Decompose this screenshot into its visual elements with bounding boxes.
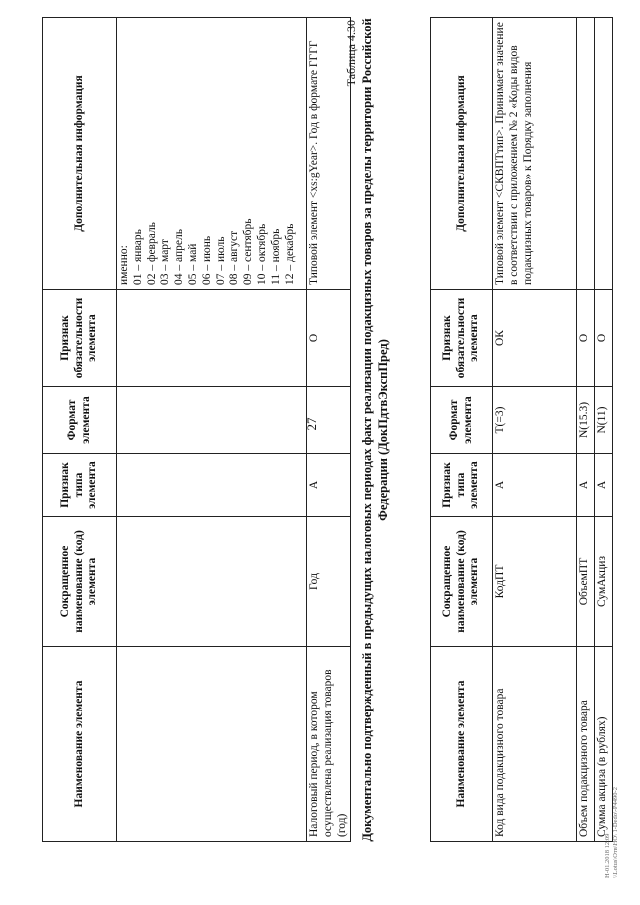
row-required: ОК	[493, 290, 577, 387]
table-row	[117, 18, 307, 842]
cell-empty	[117, 290, 307, 387]
header-name: Наименование элемента	[431, 647, 493, 842]
row-code: Год	[307, 517, 351, 647]
info-line: 09 – сентябрь	[242, 218, 255, 285]
info-line: 07 – июль	[214, 236, 227, 285]
row-format	[307, 387, 351, 454]
top-table	[42, 17, 351, 842]
header-code: Сокращенное наименование (код) элемента	[431, 517, 493, 647]
row-type: А	[493, 454, 577, 517]
row-name: Код вида подакцизного товара	[493, 647, 577, 842]
table-row	[493, 18, 577, 842]
row-format: N(11)	[595, 387, 613, 454]
rotated-page-content	[42, 18, 612, 842]
footer-note	[604, 787, 621, 878]
header-type: Признак типа элемента	[431, 454, 493, 517]
header-required: Признак обязательности элемента	[431, 290, 493, 387]
header-name: Наименование элемента	[43, 647, 117, 842]
info-line: именно:	[118, 245, 130, 285]
info-line: 05 – май	[186, 243, 199, 285]
row-required: О	[595, 290, 613, 387]
row-info	[595, 18, 613, 290]
row-required: О	[577, 290, 595, 387]
row-name: Налоговый период, в котором осуществлена реализация товаров (год)	[307, 647, 351, 842]
row-name: Сумма акциза (в рублях)	[595, 647, 613, 842]
info-line: 01 – январь	[131, 229, 144, 285]
row-info: Типовой элемент <xs:gYear>. Год в формате ГГГГ	[307, 18, 351, 290]
row-info	[577, 18, 595, 290]
header-format: Формат элемента	[431, 387, 493, 454]
header-type: Признак типа элемента	[43, 454, 117, 517]
row-format: Т(=3)	[493, 387, 577, 454]
months-info-cell	[117, 18, 307, 290]
row-info: Типовой элемент <СКВПТтип>. Принимает значение в соответствии с приложением № 2 «Коды видов подакцизных товаров» к Порядку заполнения	[493, 18, 577, 290]
row-required: О	[307, 290, 351, 387]
row-type: А	[577, 454, 595, 517]
top-table-header-row	[43, 18, 117, 842]
row-code: КодПТ	[493, 517, 577, 647]
row-type: А	[307, 454, 351, 517]
info-line: 04 – апрель	[173, 229, 186, 285]
footer-line: \\Lotus\Отв\НО\ 1-Dedo\-P4490-2	[612, 787, 620, 878]
row-name: Объем подакцизного товара	[577, 647, 595, 842]
footer-line: Н-01.2018 12:09	[604, 833, 611, 878]
cell-empty	[117, 454, 307, 517]
info-line: 12 – декабрь	[283, 223, 296, 285]
cell-empty	[117, 647, 307, 842]
info-line: 06 – июнь	[200, 235, 213, 285]
header-info: Дополнительная информация	[43, 18, 117, 290]
bottom-table-header-row	[431, 18, 493, 842]
row-format: N(15.3)	[577, 387, 595, 454]
table-number: Таблица 4.30	[344, 20, 358, 87]
header-format: Формат элемента	[43, 387, 117, 454]
cell-empty	[117, 387, 307, 454]
info-line: 08 – август	[228, 230, 241, 285]
table-row	[307, 18, 351, 842]
header-info: Дополнительная информация	[431, 18, 493, 290]
table-title: Документально подтвержденный в предыдущих налоговых периодах факт реализации подакцизных товаров за пределы территории Российской Федерации (ДокПдтвЭкспПред)	[360, 18, 390, 842]
info-line: 03 – март	[159, 239, 172, 285]
info-line: 11 – ноябрь	[269, 228, 282, 285]
row-code: СумАкциз	[595, 517, 613, 647]
header-required: Признак обязательности элемента	[43, 290, 117, 387]
row-type: А	[595, 454, 613, 517]
info-line: 02 – февраль	[145, 222, 158, 285]
table-row	[595, 18, 613, 842]
table-row	[577, 18, 595, 842]
info-line: 10 – октябрь	[255, 223, 268, 285]
row-code: ОбъемПТ	[577, 517, 595, 647]
page-number: 27	[304, 417, 319, 431]
bottom-table	[430, 17, 613, 842]
header-code: Сокращенное наименование (код) элемента	[43, 517, 117, 647]
cell-empty	[117, 517, 307, 647]
